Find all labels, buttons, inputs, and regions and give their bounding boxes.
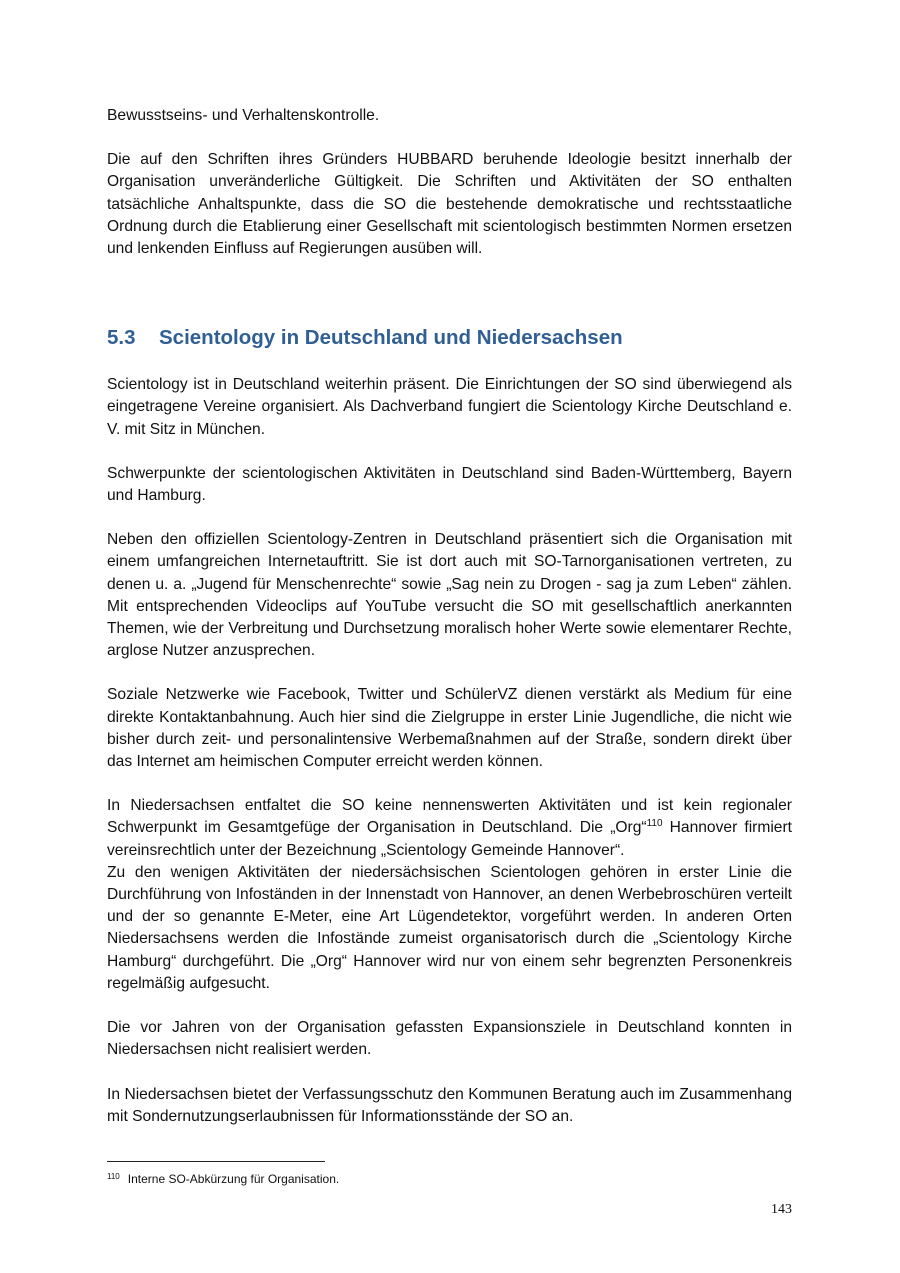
paragraph-activities: Zu den wenigen Aktivitäten der niedersächsischen Scientologen gehören in erster Linie die Durchführung von Infoständen in der Innenstadt von Hannover, an denen Werbebroschüren verteilt und der so genannte E-Meter, eine Art Lügendetektor, vorgeführt werden. In anderen Orten Niedersachsens werden die Infostände zumeist organisatorisch durch die „Scientology Kirche Hamburg“ durchgeführt. Die „Org“ Hannover wird nur von einem sehr begrenzten Personenkreis regelmäßig aufgesucht. bbox=[107, 863, 792, 992]
document-body bbox=[107, 105, 792, 1128]
footnote bbox=[107, 1171, 339, 1187]
paragraph-expansion-goals: Die vor Jahren von der Organisation gefassten Expansionsziele in Deutschland konnten in Niedersachsen nicht realisiert werden. bbox=[107, 1019, 792, 1059]
footnote-number: 110 bbox=[107, 1172, 120, 1181]
section-number: 5.3 bbox=[107, 326, 136, 350]
footnote-separator bbox=[107, 1161, 325, 1162]
paragraph-internet: Neben den offiziellen Scientology-Zentren in Deutschland präsentiert sich die Organisation mit einem umfangreichen Internetauftritt. Sie ist dort auch mit SO-Tarnorganisationen vertreten, zu denen u. a. „Jugend für Menschenrechte“ sowie „Sag nein zu Drogen - sag ja zum Leben“ zählen. Mit entsprechenden Videoclips auf YouTube versucht die SO mit gesellschaftlich anerkannten Themen, wie der Verbreitung und Durchsetzung moralisch hoher Werte sowie elementarer Rechte, arglose Nutzer anzusprechen. bbox=[107, 531, 792, 660]
paragraph-social-networks: Soziale Netzwerke wie Facebook, Twitter und SchülerVZ dienen verstärkt als Medium für eine direkte Kontaktanbahnung. Auch hier sind die Zielgruppe in erster Linie Jugendliche, die nicht wie bisher durch zeit- und personalintensive Werbemaßnahmen auf der Straße, sondern direkt über das Internet am heimischen Computer erreicht werden können. bbox=[107, 686, 792, 771]
paragraph-presence: Scientology ist in Deutschland weiterhin präsent. Die Einrichtungen der SO sind überwiegend als eingetragene Vereine organisiert. Als Dachverband fungiert die Scientology Kirche Deutschland e. V. mit Sitz in München. bbox=[107, 376, 792, 438]
paragraph-lower-saxony: In Niedersachsen entfaltet die SO keine nennenswerten Aktivitäten und ist kein regionaler Schwerpunkt im Gesamtgefüge der Organisation in Deutschland. Die „Org“$^{110}$ Hannover firmiert vereinsrechtlich unter der Bezeichnung „Scientology Gemeinde Hannover“. bbox=[107, 797, 793, 859]
page-number: 143 bbox=[771, 1202, 792, 1217]
intro-continuation: Bewusstseins- und Verhaltenskontrolle. bbox=[107, 107, 380, 124]
paragraph-focus-regions: Schwerpunkte der scientologischen Aktivitäten in Deutschland sind Baden-Württemberg, Bayern und Hamburg. bbox=[107, 464, 792, 505]
paragraph-consultation: In Niedersachsen bietet der Verfassungsschutz den Kommunen Beratung auch im Zusammenhang mit Sondernutzungserlaubnissen für Informationsstände der SO an. bbox=[107, 1085, 792, 1125]
footnote-text: Interne SO-Abkürzung für Organisation. bbox=[127, 1172, 340, 1186]
section-heading bbox=[107, 324, 792, 352]
footnote-reference: 110 bbox=[646, 818, 663, 830]
intro-paragraph: Die auf den Schriften ihres Gründers HUBBARD beruhende Ideologie besitzt innerhalb der Organisation unveränderliche Gültigkeit. Die Schriften und Aktivitäten der SO enthalten tatsächliche Anhaltspunkte, dass die SO die bestehende demokratische und rechtsstaatliche Ordnung durch die Etablierung einer Gesellschaft mit scientologisch bestimmten Normen ersetzen und lenkenden Einfluss auf Regierungen ausüben will. bbox=[107, 151, 792, 258]
section-title: Scientology in Deutschland und Niedersachsen bbox=[159, 326, 623, 350]
